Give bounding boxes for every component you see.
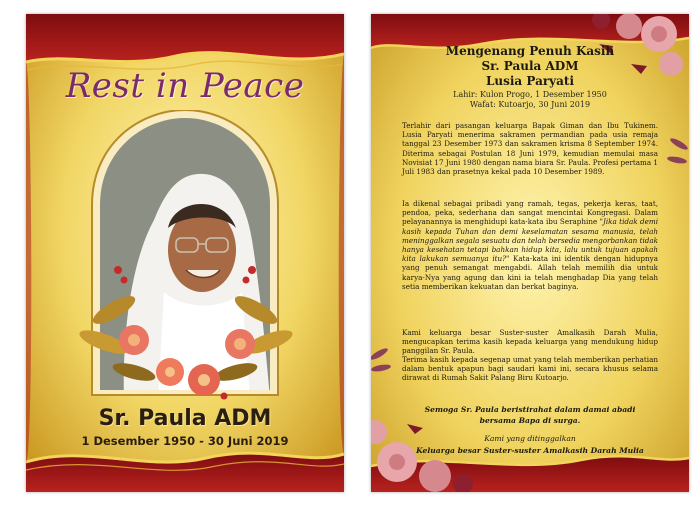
prayer-line-1: Semoga Sr. Paula beristirahat dalam damai abadi [424, 405, 636, 414]
birth-info: Lahir: Kulon Progo, 1 Desember 1950 [453, 90, 607, 99]
back-card [371, 14, 689, 492]
back-birth-name: Lusia Paryati [485, 74, 575, 88]
back-name: Sr. Paula ADM [481, 59, 579, 73]
portrait-frame [74, 110, 296, 404]
character-text: Ia dikenal sebagai pribadi yang ramah, tegas, pekerja keras, taat, pendoa, peka, sederhana dan sangat mencintai Kongregasi. Dalam pelayanannya ia menghidupi kata-kata ibu Seraphine [402, 199, 658, 227]
death-info: Wafat: Kutoarjo, 30 Juni 2019 [469, 100, 591, 109]
signoff-line-1: Kami yang ditinggalkan [484, 434, 576, 443]
biography-paragraph: Terlahir dari pasangan keluarga Bapak Giman dan Ibu Tukinem. Lusia Paryati menerima sakramen permandian pada usia remaja tanggal 23 Desember 1973 dan sakramen krisma 8 September 1974. Diterima sebagai Postulan 18 Juni 1979, kemudian memulai masa Novisiat 17 Juni 1980 dengan nama biara Sr. Paula. Profesi pertama 1 Juli 1983 dan prasetnya kekal pada 10 Desember 1989. [402, 121, 658, 177]
rest-in-peace-title: Rest in Peace [65, 66, 305, 106]
front-card [26, 14, 344, 492]
signoff-line-2: Keluarga besar Suster-suster Amalkasih Darah Mulia [416, 446, 644, 455]
seraphine-quote: "Jika tidak demi kasih kepada Tuhan dan demi keselamatan sesama manusia, telah meninggalkan segala sesuatu dan telah bersedia mengorbankan tidak hanya kesehatan tetapi bahkan hidup kita, lalu untuk tujuan apakah kita lakukan semuanya itu?" [402, 217, 658, 264]
prayer-line-2: bersama Bapa di surga. [479, 416, 581, 425]
character-paragraph [402, 199, 658, 291]
front-name: Sr. Paula ADM [98, 406, 272, 431]
portrait-photo [74, 110, 296, 400]
thanks-family-paragraph: Kami keluarga besar Suster-suster Amalkasih Darah Mulia, mengucapkan terima kasih kepada keluarga yang mendukung hidup panggilan Sr. Paula. [402, 328, 658, 356]
front-dates: 1 Desember 1950 - 30 Juni 2019 [81, 434, 289, 448]
thanks-community-paragraph: Terima kasih kepada segenap umat yang telah memberikan perhatian dalam bentuk apapun bagi saudari kami ini, secara khusus selama dirawat di Rumah Sakit Palang Biru Kutoarjo. [402, 355, 658, 383]
back-heading: Mengenang Penuh Kasih [445, 44, 615, 58]
character-text-continued: Kata-kata ini identik dengan hidupnya yang penuh semangat mengabdi. Allah telah memilih dia untuk karya-Nya yang agung dan kini ia telah menghadap Dia yang telah setia memberikan kekuatan dan berkat baginya. [402, 254, 658, 291]
